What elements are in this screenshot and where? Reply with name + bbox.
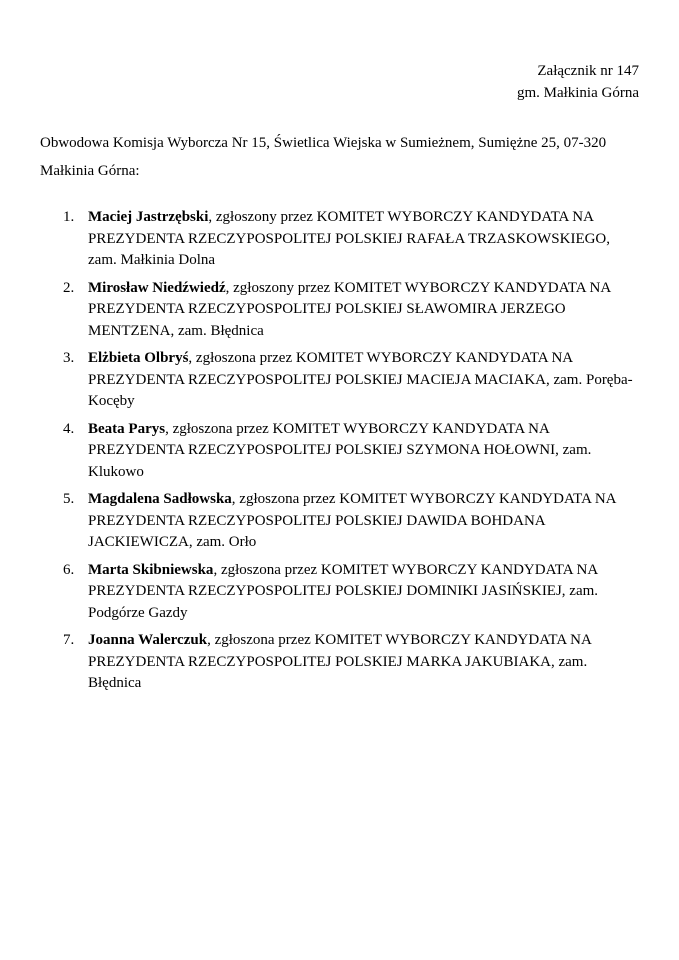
member-number: 6. bbox=[63, 561, 75, 578]
member-item bbox=[63, 419, 634, 484]
member-item bbox=[63, 560, 634, 625]
member-details: , zgłoszony przez KOMITET WYBORCZY KANDYDATA NA PREZYDENTA RZECZYPOSPOLITEJ POLSKIEJ RAFAŁA TRZASKOWSKIEGO, zam. Małkinia Dolna bbox=[88, 209, 611, 268]
member-item bbox=[63, 278, 634, 343]
member-name: Joanna Walerczuk bbox=[88, 632, 208, 648]
municipality-label: gm. Małkinia Górna bbox=[516, 85, 639, 101]
member-number: 2. bbox=[63, 279, 75, 296]
member-number: 7. bbox=[63, 632, 75, 648]
member-text bbox=[88, 630, 634, 695]
member-name: Mirosław Niedźwiedź bbox=[88, 279, 226, 296]
member-name: Marta Skibniewska bbox=[88, 561, 214, 578]
member-item bbox=[63, 489, 634, 554]
member-details: , zgłoszona przez KOMITET WYBORCZY KANDYDATA NA PREZYDENTA RZECZYPOSPOLITEJ POLSKIEJ MACIEJA MACIAKA, zam. Poręba-Kocęby bbox=[88, 350, 633, 409]
attachment-number: Załącznik nr 147 bbox=[537, 63, 639, 79]
document-header bbox=[0, 0, 679, 104]
member-name: Maciej Jastrzębski bbox=[88, 209, 209, 225]
member-name: Beata Parys bbox=[88, 420, 166, 437]
member-item bbox=[63, 207, 634, 272]
member-text bbox=[88, 278, 634, 343]
member-item bbox=[63, 630, 634, 695]
member-item bbox=[63, 348, 634, 413]
member-details: , zgłoszona przez KOMITET WYBORCZY KANDYDATA NA PREZYDENTA RZECZYPOSPOLITEJ POLSKIEJ DOMINIKI JASIŃSKIEJ, zam. Podgórze Gazdy bbox=[88, 561, 599, 621]
member-details: , zgłoszona przez KOMITET WYBORCZY KANDYDATA NA PREZYDENTA RZECZYPOSPOLITEJ POLSKIEJ DAWIDA BOHDANA JACKIEWICZA, zam. Orło bbox=[88, 491, 616, 550]
member-details: , zgłoszony przez KOMITET WYBORCZY KANDYDATA NA PREZYDENTA RZECZYPOSPOLITEJ POLSKIEJ SŁAWOMIRA JERZEGO MENTZENA, zam. Błędnica bbox=[88, 279, 611, 339]
member-number: 5. bbox=[63, 491, 75, 507]
member-text bbox=[88, 348, 634, 413]
member-text bbox=[88, 207, 634, 272]
member-details: , zgłoszona przez KOMITET WYBORCZY KANDYDATA NA PREZYDENTA RZECZYPOSPOLITEJ POLSKIEJ SZYMONA HOŁOWNI, zam. Klukowo bbox=[88, 420, 592, 480]
member-text bbox=[88, 560, 634, 625]
member-details: , zgłoszona przez KOMITET WYBORCZY KANDYDATA NA PREZYDENTA RZECZYPOSPOLITEJ POLSKIEJ MARKA JAKUBIAKA, zam. Błędnica bbox=[88, 632, 591, 691]
member-text bbox=[88, 419, 634, 484]
member-number: 3. bbox=[63, 350, 75, 366]
commission-intro: Obwodowa Komisja Wyborcza Nr 15, Świetlica Wiejska w Sumieżnem, Sumiężne 25, 07-320 Małkinia Górna: bbox=[40, 135, 607, 179]
member-number: 4. bbox=[63, 420, 75, 437]
member-name: Elżbieta Olbryś bbox=[88, 350, 189, 366]
member-text bbox=[88, 489, 634, 554]
member-name: Magdalena Sadłowska bbox=[88, 491, 232, 507]
member-number: 1. bbox=[63, 209, 75, 225]
member-list bbox=[0, 207, 679, 695]
